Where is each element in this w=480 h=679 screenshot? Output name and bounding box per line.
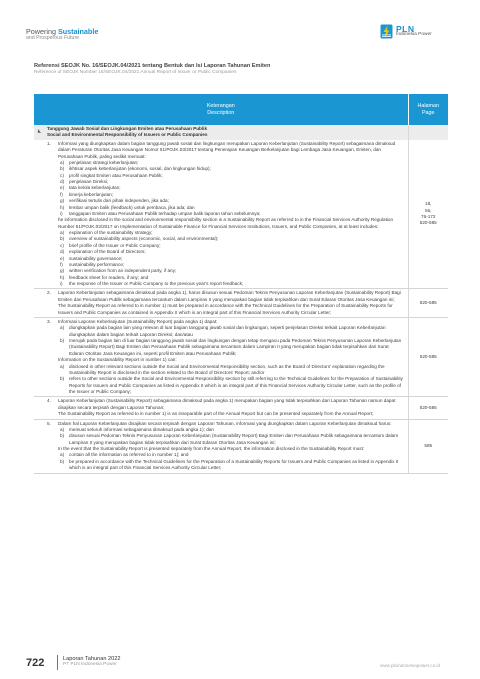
list-marker: i): [60, 281, 63, 286]
list-marker: d): [60, 249, 65, 255]
list-text: kinerja keberlanjutan;: [69, 191, 114, 197]
table-row: [34, 397, 448, 419]
row-description: [45, 289, 408, 318]
list-text: verifikasi tertulis dari pihak independen, jika ada;: [69, 198, 169, 204]
list-marker: b): [60, 433, 65, 439]
list-marker: a): [60, 325, 65, 331]
list-text: memuat seluruh informasi sebagaimana dimaksud pada angka 1); dan: [69, 426, 214, 432]
section-page: [408, 125, 448, 140]
list-text: penjelasan strategi keberlanjutan;: [69, 159, 139, 165]
list-marker: b): [60, 376, 65, 382]
list-text: brief profile of the Issuer or Public Company;: [69, 242, 161, 248]
list-marker: e): [60, 255, 65, 261]
item-text-id: Laporan Keberlanjutan (Sustainability Report) sebagaimana dimaksud pada angka 1) merupakan bagian yang tidak terpisahkan dari Laporan Tahunan namun dapat disajikan secara terpisah dengan Laporan Tahunan;: [58, 398, 396, 410]
page-ref: 76-172: [421, 214, 436, 220]
list-text: refers to other sections outside the Social and Environmental Responsibility section by still referring to the Technical Guidelines for the Preparation of Sustainability Reports for Issuers and Public Companies as listed in Appendix II which is an integral part of this Financial Services Authority Circular Letter, such as the profile of the Issuer or Public Company;: [69, 376, 403, 394]
list-text: be prepared in accordance with the Technical Guidelines for the Preparation of a Sustainability Reports for Issuers and Public Companies as listed in Appendix II which is an integral part of this Financial Services Authority Circular Letter;: [69, 458, 399, 471]
footer-report-title: Laporan Tahunan 2022: [63, 656, 121, 662]
page-number: 722: [26, 657, 45, 669]
item-text-id: Dalam hal Laporan Keberlanjutan disajikan secara terpisah dengan Laporan Tahunan, informasi yang diungkapkan dalam Laporan Keberlanjutan dimaksud harus:: [58, 420, 392, 426]
list-en: [47, 364, 405, 396]
list-text: tata kelola keberlanjutan;: [69, 185, 121, 191]
header-desc-id: Keterangan: [206, 102, 235, 109]
list-text: tanggapan Emiten atau Perusahaan Publik terhadap umpan balik laporan tahun sebelumnya;: [69, 210, 261, 216]
row-description: [45, 317, 408, 397]
list-marker: g): [60, 268, 65, 274]
list-text: diungkapkan pada bagian lain yang relevan di luar bagian tanggung jawab sosial dan lingkungan, seperti penjelasan Direksi terkait Laporan Keberlanjutan diungkapkan dalam bagian terkait Laporan Direksi; dan/atau: [69, 325, 386, 337]
list-marker: h): [60, 274, 65, 280]
list-id: [47, 325, 405, 357]
row-spacer: [34, 419, 45, 473]
list-marker: h): [60, 204, 65, 210]
footer-report: [63, 656, 120, 667]
item-text-en: Information on the Sustainability Report in number 1) can:: [58, 357, 177, 363]
reference-title: Referensi SEOJK No. 16/SEOJK.04/2021 tentang Bentuk dan Isi Laporan Tahunan Emiten: [34, 63, 271, 69]
table-row: [34, 317, 448, 397]
brand-bold: Sustainable: [57, 27, 99, 36]
list-item: [58, 376, 405, 395]
list-item: [58, 338, 405, 357]
item-number: 3.: [47, 318, 51, 324]
footer-divider: [57, 655, 58, 670]
row-spacer: [34, 289, 45, 318]
pln-logo: [380, 24, 432, 39]
list-marker: g): [60, 198, 65, 204]
row-description: [45, 140, 408, 289]
section-title: [45, 125, 408, 140]
row-spacer: [34, 397, 45, 419]
item-text-en: he information disclosed in the social and environmental responsibility section is a Sustainability Report as referred to in the Financial Services Authority Regulation Number 51/POJK.03/2017 on Implementation of Sustainable Finance for Financial Services Institutions, Issuers, and Public Companies, at at least includes:: [58, 217, 394, 229]
footer-website-link[interactable]: www.plnindonesiapower.co.id: [380, 663, 441, 668]
item-text-en: The Sustainability Report as referred to in number 1) is an inseparable part of the Annual Report but can be presented separately from the Annual Report;: [58, 411, 374, 417]
list-marker: c): [60, 242, 64, 248]
list-id: [47, 427, 405, 446]
list-text: the response of the Issuer or Public Company to the previous year's report feedback;: [69, 281, 244, 286]
row-description: [45, 419, 408, 473]
row-spacer: [34, 140, 45, 289]
table-row: [34, 289, 448, 318]
list-marker: a): [60, 159, 65, 165]
brand-prefix: Powering: [26, 27, 58, 36]
list-text: sustainability governance;: [69, 255, 123, 261]
list-text: explanation of the sustainability strategy;: [69, 230, 153, 235]
item-text-en: In the event that the Sustainability Report is presented separately from the Annual Report, the information disclosed in the Sustainability Report must:: [58, 446, 365, 451]
header-description: [34, 94, 408, 125]
section-row: [34, 125, 448, 140]
row-page: 520-585: [408, 289, 448, 318]
section-letter: k.: [34, 125, 45, 140]
list-text: explanation of the Board of Directors;: [69, 249, 146, 255]
row-page: 520-585: [408, 317, 448, 397]
list-item: [58, 364, 405, 377]
list-marker: b): [60, 458, 65, 464]
item-number: 5.: [47, 420, 51, 426]
row-spacer: [34, 317, 45, 397]
list-marker: d): [60, 179, 65, 184]
list-en: [47, 452, 405, 471]
brand-line2: and Prosperous Future: [26, 34, 80, 41]
item-number: 4.: [47, 398, 51, 404]
list-text: feedback sheet for readers, if any; and: [69, 274, 149, 280]
list-item: [58, 281, 405, 287]
item-text-id: Informasi Laporan Keberlanjutan (Sustainability Report) pada angka 1) dapat:: [58, 318, 218, 324]
table-header-row: [34, 94, 448, 125]
page-ref: 520-585: [419, 220, 437, 226]
list-en: [47, 230, 405, 287]
list-text: lembar umpan balik (feedback) untuk pembaca, jika ada; dan: [69, 204, 195, 210]
logo-sub: Indonesia Power: [396, 32, 432, 38]
page-header: [0, 0, 480, 60]
list-text: ikhtisar aspek keberlanjutan (ekonomi, sosial, dan lingkungan hidup);: [69, 166, 211, 172]
list-text: penjelasan Direksi;: [69, 179, 109, 184]
list-marker: b): [60, 166, 65, 172]
list-marker: f): [60, 191, 63, 197]
reference-heading: [34, 63, 270, 75]
row-description: [45, 397, 408, 419]
list-marker: a): [60, 452, 65, 458]
list-marker: e): [60, 185, 65, 191]
header-page-en: Page: [421, 109, 435, 116]
page-ref: 56,: [425, 207, 432, 213]
list-item: [58, 459, 405, 472]
list-text: merujuk pada bagian lain di luar bagian tanggung jawab sosial dan lingkungan dengan tetap mengacu pada Pedoman Teknis Penyusunan Laporan Keberlanjutan (Sustainability Report) Bagi Emiten dan Perusahaan Publik sebagaimana tercantum dalam Lampiran II yang merupakan bagian tidak terpisahkan dari Surat Edaran Otoritas Jasa Keuangan ini, seperti profil Emiten atau Perusahaan Publik;: [69, 338, 402, 356]
list-marker: i): [60, 210, 63, 216]
criteria-table: [34, 94, 448, 474]
item-text-en: The Sustainability Report as referred to in number 1) must be prepared in accordance with the Technical Guidelines for the Preparation of Sustainability Reports for Issuers and Public Companies as contained in Appendix II which is an integral part of this Financial Services Authority Circular Letter;: [58, 303, 393, 315]
footer-company: PT PLN Indonesia Power: [63, 662, 117, 668]
table-row: [34, 140, 448, 289]
section-title-id: Tanggung Jawab Sosial dan Lingkungan Emiten atau Perusahaan Publik: [47, 126, 208, 131]
header-desc-en: Description: [207, 109, 235, 116]
list-text: sustainability performance;: [69, 261, 125, 267]
list-marker: a): [60, 426, 65, 432]
list-text: overview of sustainability aspects (economic, social, and environmental);: [69, 236, 219, 242]
list-text: contain all the information as referred to in number 1); and: [69, 452, 189, 458]
list-text: disclosed in other relevant sections outside the Social and Environmental Responsibility section, such as the Board of Directors' explanation regarding the Sustainability Report is disclosed in the section related to the Board of Directors' Report; and/or: [69, 363, 385, 375]
section-title-en: Social and Environmental Responsibility of Issuers or Public Companies: [47, 132, 208, 138]
item-text-id: Informasi yang diungkapkan dalam bagian tanggung jawab sosial dan lingkungan merupakan Laporan Keberlanjutan (Sustainability Report) sebagaimana dimaksud dalam Peraturan Otoritas Jasa Keuangan Nomor 51/POJK.03/2017 tentang Penerapan Keuangan Berkelanjutan bagi Lembaga Jasa Keuangan, Emiten, dan Perusahaan Publik, paling sedikit memuat:: [58, 140, 396, 159]
reference-subtitle: Reference of SEOJK Number 16/SEOJK.04/2021 Annual Report of Issuer or Public Companies: [34, 70, 237, 75]
list-item: [58, 433, 405, 446]
item-number: 2.: [47, 290, 51, 296]
logo-name: PLN: [396, 23, 415, 34]
list-marker: a): [60, 230, 65, 235]
list-item: [58, 325, 405, 338]
header-page: [408, 94, 448, 125]
list-marker: f): [60, 261, 63, 267]
list-text: disusun sesuai Pedoman Teknis Penyusunan Laporan Keberlanjutan (Sustainability Report) Bagi Emiten dan Perusahaan Publik sebagaimana tercantum dalam Lampiran II yang merupakan bagian tidak terpisahkan dari Surat Edaran Otoritas Jasa Keuangan ini;: [69, 433, 399, 445]
list-marker: b): [60, 236, 65, 242]
list-marker: b): [60, 338, 65, 343]
item-number: 1.: [47, 140, 51, 146]
list-text: written verification from an independent party, if any;: [69, 268, 177, 274]
header-page-id: Halaman: [417, 102, 440, 109]
row-page: 520-585: [408, 397, 448, 419]
row-page: 585: [408, 419, 448, 473]
brand-tagline: [26, 28, 98, 41]
list-marker: c): [60, 172, 64, 178]
page-ref: 18,: [425, 201, 432, 207]
list-id: [47, 160, 405, 217]
lightning-logo-icon: [380, 24, 393, 39]
item-text-id: Laporan Keberlanjutan sebagaimana dimaksud pada angka 1), harus disusun sesuai Pedoman Teknis Penyusunan Laporan Keberlanjutan (Sustainability Report) Bagi Emiten dan Perusahaan Publik sebagaimana tercantum dalam Lampiran II yang merupakan bagian tidak terpisahkan dari Surat Edaran Otoritas Jasa Keuangan ini;: [58, 290, 401, 302]
list-marker: a): [60, 363, 65, 369]
table-row: [34, 419, 448, 473]
row-page: [408, 140, 448, 289]
list-text: profil singkat Emiten atau Perusahaan Publik;: [69, 172, 163, 178]
